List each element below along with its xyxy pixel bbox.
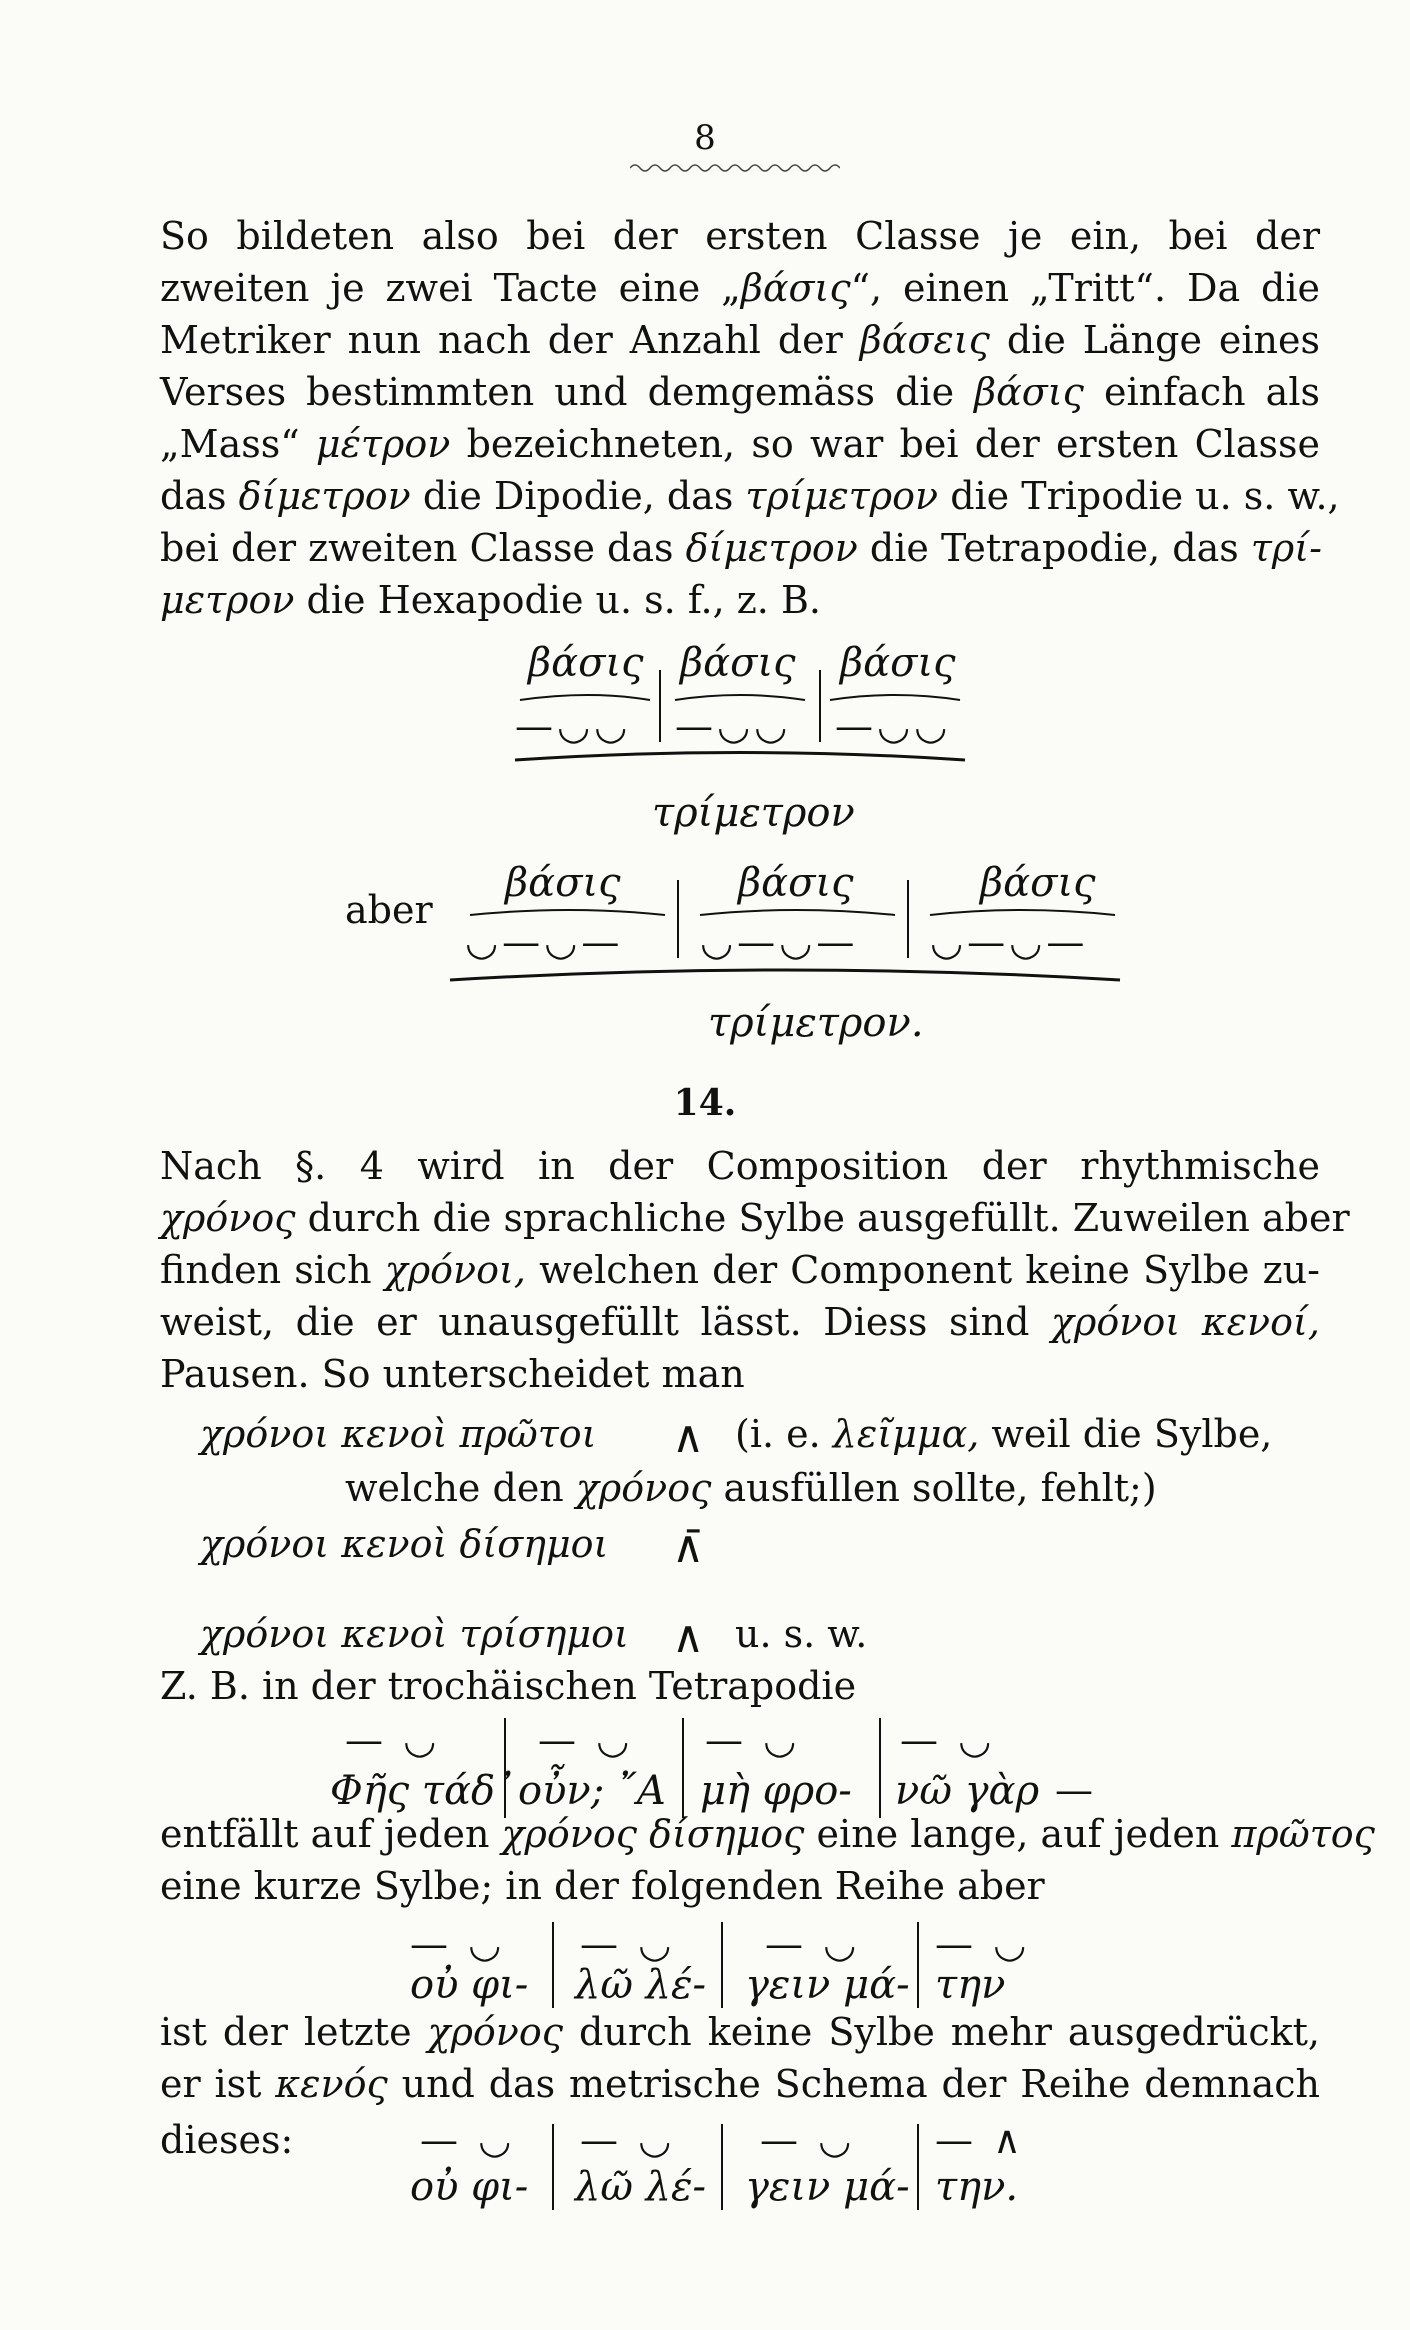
final-meter: — ∧ [935,2118,1025,2162]
diagram1-brace [515,753,965,761]
diagram2-arc [930,910,1115,915]
text-run: das [160,474,239,518]
diagram2-label: βάσις [980,860,1096,906]
final-meter: — ◡ [580,2118,676,2162]
text-run: finden sich [160,1248,385,1292]
diagram1-meter: —◡◡ [675,704,792,748]
text-run: die Tetrapodie, das [857,526,1251,570]
pause-symbol: ∧̄ [672,1522,705,1573]
diagram2-prefix: aber [345,888,433,932]
example1-meter: — ◡ [705,1718,801,1762]
pause-term: χρόνοι κενοὶ πρῶτοι [200,1412,597,1456]
section-heading: 14. [673,1082,737,1124]
example2-meter: — ◡ [410,1922,506,1966]
example2-meter: — ◡ [765,1922,861,1966]
text-run: und das metrische Schema der Reihe demnach [387,2062,1320,2106]
greek-term: μετρον [160,578,295,622]
text-line [160,2006,1320,2058]
text-line [160,2058,1320,2110]
text-line [160,1244,1320,1296]
greek-term: βάσεις [859,318,990,362]
greek-term: τρίμετρον [745,474,939,518]
example1-meter: — ◡ [538,1718,634,1762]
text-line [160,1808,1375,1860]
diagram2-brace [450,970,1120,980]
text-run: zweiten je zwei Tacte eine „ [160,266,741,310]
final-word: οὐ φι- [410,2164,529,2210]
example2-meter: — ◡ [580,1922,676,1966]
diagram2-meter: ◡—◡— [930,920,1089,964]
diagram1-meter: —◡◡ [515,704,632,748]
greek-term: πρῶτος [1231,1812,1375,1856]
text-run: entfällt auf jeden [160,1812,502,1856]
pause-note-greek: λεῖμμα, [832,1412,980,1456]
final-word: λῶ λέ- [575,2164,707,2210]
text-run: “, einen „Tritt“. Da die [850,266,1320,310]
greek-term: δίμετρον [238,474,411,518]
final-meter: — ◡ [760,2118,856,2162]
greek-term: χρόνος [427,2010,564,2054]
pause-note-pre: (i. e. [735,1412,833,1456]
diagram2-meter: ◡—◡— [700,920,859,964]
diagram2-label: βάσις [738,860,854,906]
text-run: weist, die er unausgefüllt lässt. Diess sind [160,1300,1052,1344]
text-run: die Länge eines [989,318,1320,362]
greek-term: μέτρον [315,422,451,466]
greek-term: κενός [275,2062,388,2106]
greek-term: βάσις [974,370,1084,414]
pause-symbol: ∧ [672,1612,705,1663]
text-run: welche den [345,1466,576,1510]
example2-word: γειν μά- [745,1962,910,2008]
diagram1-caption: τρίμετρον [652,790,855,836]
example1-word: οὖν; ῎Α [518,1768,666,1814]
text-run: einfach als [1083,370,1320,414]
text-run: welchen der Component keine Sylbe zu- [526,1248,1320,1292]
diagram1-meter: —◡◡ [835,704,952,748]
text-run: die Hexapodie u. s. f., z. B. [294,578,821,622]
diagram2-caption: τρίμετρον. [708,1000,924,1046]
text-run: So bildeten also bei der ersten Classe je ein, bei der [160,214,1320,258]
text-run: die Dipodie, das [410,474,746,518]
example2-word: οὐ φι- [410,1962,529,2008]
example1-meter: — ◡ [900,1718,996,1762]
example1-meter: — ◡ [345,1718,441,1762]
page-number: 8 [694,118,716,158]
text-run: bezeichneten, so war bei der ersten Classe [450,422,1320,466]
final-prefix: dieses: [160,2118,294,2162]
diagram1-arc [520,695,650,700]
greek-term: χρόνοι, [384,1248,526,1292]
diagram2-arc [470,910,665,915]
final-word: γειν μά- [745,2164,910,2210]
example2-word: την [935,1962,1006,2008]
text-line [160,1348,1320,1400]
pause-note-post: weil die Sylbe, [979,1412,1273,1456]
diagram1-label: βάσις [528,640,644,686]
text-line [160,1140,1320,1192]
text-run: eine kurze Sylbe; in der folgenden Reihe aber [160,1864,1045,1908]
diagram2-label: βάσις [505,860,621,906]
text-run: Pausen. So unterscheidet man [160,1352,745,1396]
pause-term: χρόνοι κενοὶ τρίσημοι [200,1612,629,1656]
text-line [160,1296,1320,1348]
pause-symbol: ∧ [672,1412,705,1463]
greek-term: χρόνοι κενοί, [1051,1300,1321,1344]
text-line [160,1192,1350,1244]
greek-term: χρόνος δίσημος [501,1812,805,1856]
text-run: durch keine Sylbe mehr ausgedrückt, [563,2010,1321,2054]
diagram2-meter: ◡—◡— [465,920,624,964]
text-run: durch die sprachliche Sylbe ausgefüllt. Zuweilen aber [295,1196,1350,1240]
diagram1-arc [675,695,805,700]
text-run: Metriker nun nach der Anzahl der [160,318,860,362]
greek-term: βάσις [740,266,851,310]
pause-term: χρόνοι κενοὶ δίσημοι [200,1522,609,1566]
text-run: ist der letzte [160,2010,428,2054]
text-run: er ist [160,2062,276,2106]
greek-term: χρόνος [160,1196,296,1240]
diagram2-arc [700,910,895,915]
text-run: bei der zweiten Classe das [160,526,686,570]
text-run: Verses bestimmten und demgemäss die [160,370,975,414]
example-intro: Z. B. in der trochäischen Tetrapodie [160,1664,857,1708]
diagram1-label: βάσις [680,640,796,686]
example2-word: λῶ λέ- [575,1962,707,2008]
text-run: eine lange, auf jeden [804,1812,1232,1856]
pause-row [200,1412,597,1456]
final-word: την. [935,2164,1019,2210]
text-run: Nach §. 4 wird in der Composition der rhythmische [160,1144,1320,1188]
example1-word: μὴ φρο- [700,1768,852,1814]
text-line [160,1860,1320,1912]
pause-note: u. s. w. [735,1612,868,1656]
diagram1-label: βάσις [840,640,956,686]
example1-tail: — [1055,1768,1093,1812]
text-run: „Mass“ [160,422,316,466]
example1-word: Φῆς τάδ᾿ [330,1768,516,1814]
diagram1-arc [830,695,960,700]
example2-meter: — ◡ [935,1922,1031,1966]
text-run: ausfüllen sollte, fehlt;) [711,1466,1157,1510]
greek-term: τρί- [1250,526,1322,570]
greek-term: δίμετρον [685,526,858,570]
example1-word: νῶ γὰρ [895,1768,1040,1814]
text-run: die Tripodie u. s. w., [938,474,1340,518]
pause-continuation [345,1466,1157,1510]
pause-row [200,1612,629,1656]
final-meter: — ◡ [420,2118,516,2162]
greek-term: χρόνος [575,1466,712,1510]
pause-row [200,1522,608,1566]
pause-note [735,1412,1272,1456]
